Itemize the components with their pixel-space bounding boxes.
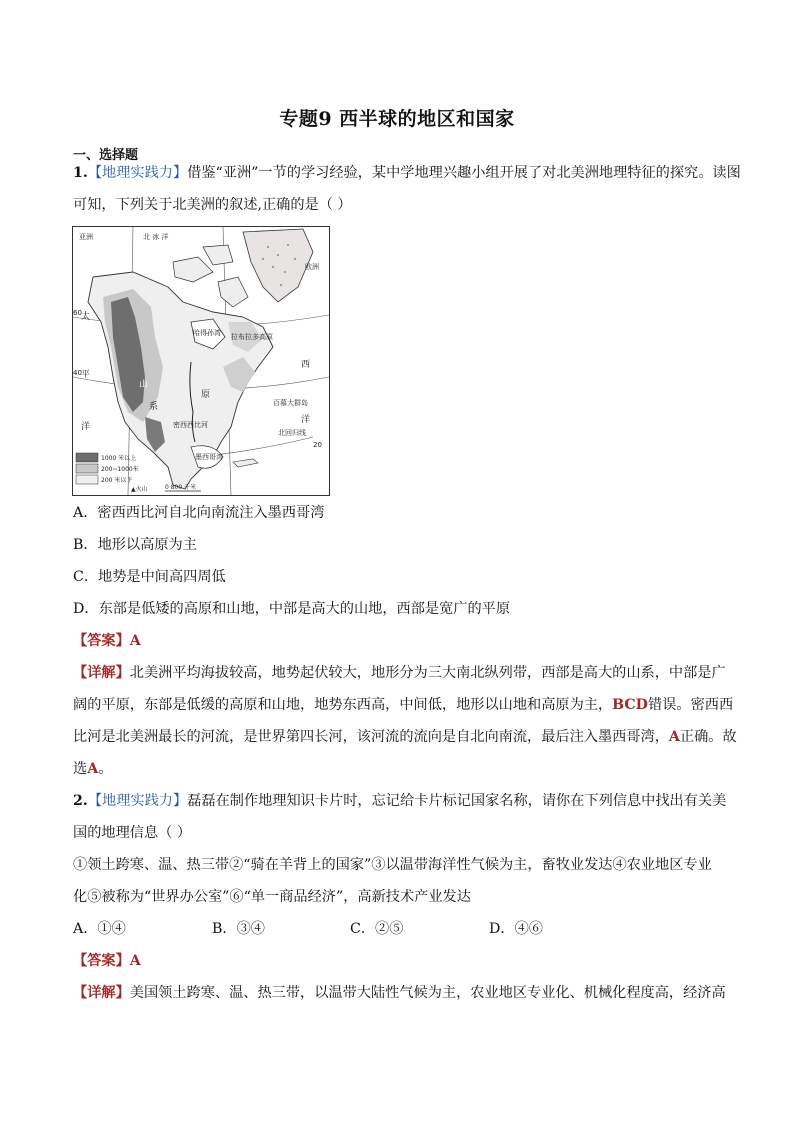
q2-option-a: A．①④ [73, 921, 126, 937]
cuba [233, 459, 258, 467]
arctic-island-1 [173, 257, 213, 282]
legend-swatch-high [76, 453, 98, 462]
label-europe: 欧洲 [305, 263, 319, 271]
q2-answer-value: A [129, 953, 141, 969]
q1-detail-text2b: BCD [612, 697, 648, 713]
q1-detail-text3a: 比河是北美洲最长的河流，是世界第四长河，该河流的流向是自北向南流，最后注入墨西哥湾， [73, 729, 669, 745]
q1-answer [73, 630, 141, 652]
page-title: 专题9 西半球的地区和国家 [279, 108, 515, 130]
q1-detail-line4 [73, 758, 112, 780]
q2-answer-label: 【答案】 [73, 953, 130, 969]
section-heading: 一、选择题 [73, 148, 139, 163]
q1-option-b: B．地形以高原为主 [73, 537, 197, 553]
label-hudson: 哈得孙湾 [193, 329, 221, 337]
label-asia: 亚洲 [79, 233, 93, 241]
label-lat-40: 40 [73, 369, 82, 377]
label-yang-east: 洋 [301, 415, 311, 425]
legend-swatch-low [76, 475, 98, 484]
q2-option-b: B．③④ [212, 921, 265, 937]
label-shan: 山 [139, 380, 149, 390]
q2-detail-text1: 美国领土跨寒、温、热三带，以温带大陆性气候为主，农业地区专业化、机械化程度高，经济高 [129, 985, 726, 1001]
q1-detail-text1: 北美洲平均海拔较高，地势起伏较大，地形分为三大南北纵列带，西部是高大的山系，中部是广 [129, 665, 726, 681]
q1-detail-line1 [73, 662, 726, 684]
q1-detail-text2c: 错误。密西西 [648, 697, 734, 713]
label-xi: 西 [301, 360, 311, 370]
q2-detail-label: 【详解】 [73, 985, 130, 1001]
q1-detail-text4b: A [87, 761, 99, 777]
q1-detail-text2a: 阔的平原，东部是低缓的高原和山地，地势东西高，中间低，地形以山地和高原为主， [73, 697, 613, 713]
q2-number: 2. [73, 793, 88, 809]
label-mississippi: 密西西比河 [173, 421, 208, 429]
baffin-island [218, 277, 248, 307]
legend-low: 200 米以下 [101, 477, 133, 484]
north-america-map [72, 226, 330, 496]
q2-line4: 化⑤被称为“世界办公室”⑥“单一商品经济”，高新技术产业发达 [73, 889, 471, 905]
q1-text1: 借鉴“亚洲”一节的学习经验，某中学地理兴趣小组开展了对北美洲地理特征的探究。读图 [187, 165, 741, 181]
q1-number: 1. [73, 165, 88, 181]
label-lat-60: 60 [73, 309, 82, 317]
q1-detail-text3b: A [668, 729, 680, 745]
q1-detail-line3 [73, 726, 737, 748]
q1-option-a: A．密西西比河自北向南流注入墨西哥湾 [73, 505, 325, 521]
arctic-island-2 [203, 245, 233, 265]
label-bermuda: 百慕大群岛 [273, 399, 308, 407]
q2-detail-line1 [73, 982, 726, 1004]
q1-answer-label: 【答案】 [73, 633, 130, 649]
label-lat-20: 20 [313, 441, 322, 449]
q1-detail-label: 【详解】 [73, 665, 130, 681]
q2-text1: 磊磊在制作地理知识卡片时，忘记给卡片标记国家名称，请你在下列信息中找出有关美 [187, 793, 727, 809]
legend-scale: 0 800 千米 [165, 484, 197, 491]
legend-swatch-mid [76, 464, 98, 473]
q2-option-c: C．②⑤ [350, 921, 404, 937]
q1-tag: 【地理实践力】 [87, 165, 188, 181]
label-yuan: 原 [201, 390, 211, 400]
q2-option-d: D．④⑥ [489, 921, 543, 937]
q1-line1 [73, 162, 741, 184]
label-ping: 平 [81, 370, 91, 380]
label-labrador: 拉布拉多高原 [231, 333, 273, 341]
label-arctic-ocean: 北 冰 洋 [143, 233, 169, 241]
legend-mid: 200~1000米 [101, 466, 139, 473]
greenland-shape [243, 229, 313, 302]
q1-answer-value: A [129, 633, 141, 649]
label-yang-west: 洋 [81, 422, 91, 432]
label-xi-system: 系 [149, 402, 159, 412]
q1-detail-text4a: 选 [73, 761, 88, 777]
q1-detail-text4c: 。 [98, 761, 113, 777]
q2-line1 [73, 790, 726, 812]
q1-detail-text3c: 正确。故 [679, 729, 737, 745]
q1-line2: 可知，下列关于北美洲的叙述,正确的是（ ） [73, 197, 352, 213]
legend-volcano: ▲火山 [131, 486, 148, 493]
map-svg [73, 227, 329, 495]
q2-tag: 【地理实践力】 [87, 793, 188, 809]
q2-line2: 国的地理信息（ ） [73, 825, 192, 841]
q1-option-c: C．地势是中间高四周低 [73, 569, 226, 585]
label-gulf: 墨西哥湾 [195, 453, 223, 461]
label-tropic: 北回归线 [278, 429, 306, 437]
q2-answer [73, 950, 141, 972]
q1-option-d: D．东部是低矮的高原和山地，中部是高大的山地，西部是宽广的平原 [73, 601, 511, 617]
q1-detail-line2 [73, 694, 733, 716]
legend-high: 1000 米以上 [101, 455, 137, 462]
q2-line3: ①领土跨寒、温、热三带②“骑在羊背上的国家”③以温带海洋性气候为主，畜牧业发达④农业地区专业 [73, 857, 712, 873]
label-tai: 太 [81, 312, 91, 322]
